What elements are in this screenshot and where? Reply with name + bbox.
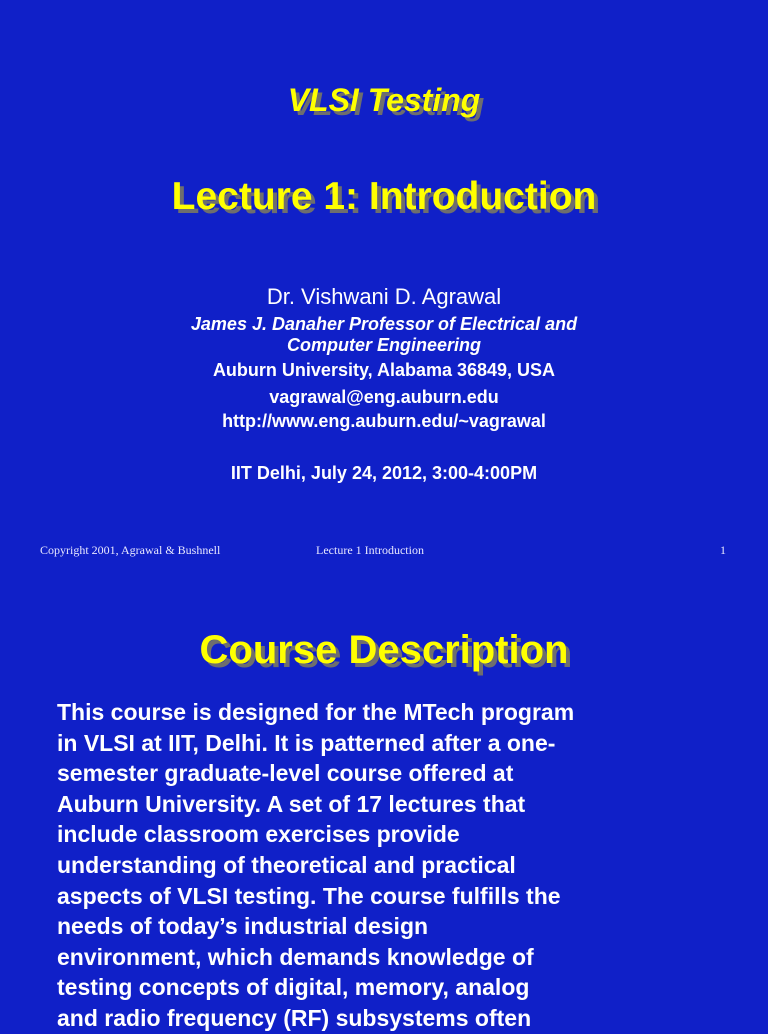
author-email: vagrawal@eng.auburn.edu xyxy=(269,387,499,407)
lecture-title: Lecture 1: Introduction xyxy=(171,175,597,218)
author-url: http://www.eng.auburn.edu/~vagrawal xyxy=(222,411,546,431)
footer-lecture-name: Lecture 1 Introduction xyxy=(316,543,424,557)
slide-2 xyxy=(0,576,768,1031)
course-description-body: This course is designed for the MTech program in VLSI at IIT, Delhi. It is patterned after a one- semester graduate-level course offered at Auburn University. A set of 17 lectures that include classroom exercises provide understanding of theoretical and practical aspects of VLSI testing. The course fulfills the needs of today’s industrial design environment, which demands knowledge of testing concepts of digital, memory, analog and radio frequency (RF) subsystems often xyxy=(57,699,575,1031)
footer-copyright: Copyright 2001, Agrawal & Bushnell xyxy=(40,543,221,557)
footer-page-number: 1 xyxy=(720,543,726,557)
author-title-line-1: James J. Danaher Professor of Electrical and xyxy=(190,314,578,334)
author-title-line-2: Computer Engineering xyxy=(286,335,481,355)
deck-title: VLSI Testing xyxy=(287,82,481,118)
event-info: IIT Delhi, July 24, 2012, 3:00-4:00PM xyxy=(230,463,538,483)
course-description-heading: Course Description xyxy=(199,628,569,672)
author-name: Dr. Vishwani D. Agrawal xyxy=(266,284,502,309)
author-affiliation: Auburn University, Alabama 36849, USA xyxy=(212,360,556,380)
